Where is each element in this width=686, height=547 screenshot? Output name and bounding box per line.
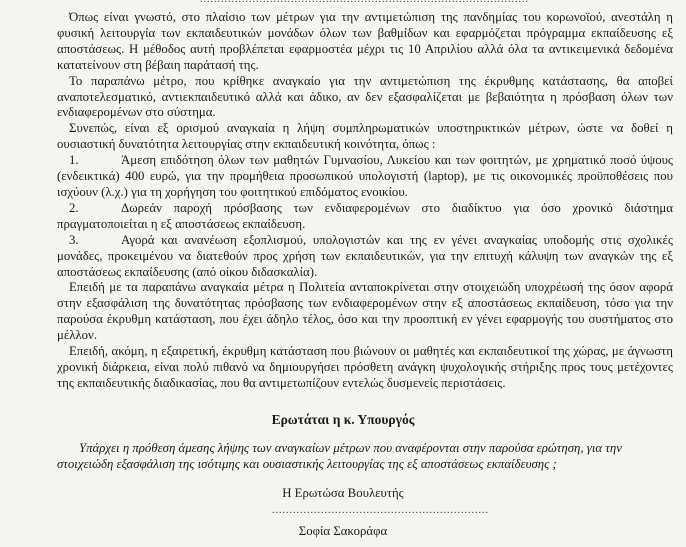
paragraph-because-2: Επειδή, ακόμη, η εξαιρετική, έκρυθμη κατάσταση που βιώνουν οι μαθητές και εκπαιδευτικοί της χώρας, με άγνωστη χρονική διάρκεια, είναι πολύ πιθανό να δημιουργήσει πρόσθετη ανάγκη ψυχολογικής στήριξης προς τους μετέχοντες της εκπαιδευτικής διαδικασίας, που θα αντιμετωπίζουν εντελώς δυσμενείς περιστάσεις. [57, 344, 673, 390]
list-item-2 [57, 201, 673, 233]
document-body [57, 10, 673, 392]
list-item-number: 3. [69, 232, 79, 247]
list-item-text: Δωρεάν παροχή πρόσβασης των ενδιαφερομένων στο διαδίκτυο για όσο χρονικό διάστημα πραγματοποιείται η εξ αποστάσεως εκπαίδευση. [57, 200, 673, 231]
question-text: Υπάρχει η πρόθεση άμεσης λήψης των αναγκαίων μέτρων που αναφέρονται στην παρούσα ερώτηση, για την στοιχειώδη εξασφάλιση της ισότιμης και ουσιαστικής λειτουργίας της εξ αποστάσεως εκπαίδευσης ; [57, 441, 622, 471]
paragraph-intro: Όπως είναι γνωστό, στο πλαίσιο των μέτρων για την αντιμετώπιση της πανδημίας του κορωνοϊού, ανεστάλη η φυσική λειτουργία των εκπαιδευτικών μονάδων όλων των βαθμίδων και εφαρμόζεται πρόγραμμα εκπαίδευσης εξ αποστάσεως. Η μέθοδος αυτή προβλέπεται εφαρμοστέα μέχρι τις 10 Απριλίου αλλά όλα τα αντικειμενικά δεδομένα κατατείνουν στη βέβαιη παράτασή της. [57, 10, 673, 72]
list-item-text: Αγορά και ανανέωση εξοπλισμού, υπολογιστών και της εν γένει αναγκαίας υποδομής στις σχολικές μονάδες, προκειμένου να διατεθούν προς χρήση των εκπαιδευτικών, για την επιτυχή κάλυψη των αναγκών της εξ αποστάσεως εκπαίδευσης (από οίκου διδασκαλία). [57, 232, 673, 279]
list-item-3 [57, 233, 673, 281]
question-heading: Ερωτάται η κ. Υπουργός [271, 412, 415, 427]
signer-name: Σοφία Σακοράφα [298, 524, 388, 538]
top-dotted-line [200, 0, 500, 6]
paragraph-consequently: Συνεπώς, είναι εξ ορισμού αναγκαία η λήψη συμπληρωματικών υποστηρικτικών μέτρων, ώστε να δοθεί η ουσιαστική δυνατότητα λειτουργίας στην εκπαιδευτική κοινότητα, όπως : [57, 121, 673, 152]
list-item-1 [57, 153, 673, 201]
paragraph-because-1: Επειδή με τα παραπάνω αναγκαία μέτρα η Πολιτεία ανταποκρίνεται στην στοιχειώδη υποχρέωσή της όσον αφορά στην εξασφάλιση της δυνατότητας πρόσβασης των ενδιαφερομένων στην εξ αποστάσεως εκπαίδευση, τόσο για την παρούσα έκρυθμη κατάσταση, που έχει άδηλο τέλος, όσο και την προοπτική εν γένει εφαρμογής του συστήματος στο μέλλον. [57, 280, 673, 343]
signature-dotted-line: .............................................................. [272, 505, 489, 516]
list-item-number: 1. [69, 153, 79, 168]
signer-title: Η Ερωτώσα Βουλευτής [282, 486, 404, 500]
question-block [57, 440, 673, 472]
paragraph-measure: Το παραπάνω μέτρο, που κρίθηκε αναγκαίο για την αντιμετώπιση της έκρυθμης κατάστασης, θα αποβεί αναποτελεσματικό, αντιεκπαιδευτικό αλλά και άδικο, αν δεν εξασφαλίζεται με βεβαιότητα η πρόσβαση όλων των ενδιαφερομένων στο σύστημα. [57, 73, 673, 120]
list-item-number: 2. [69, 200, 79, 215]
list-item-text: Άμεση επιδότηση όλων των μαθητών Γυμνασίου, Λυκείου και των φοιτητών, με χρηματικό ποσό ύψους (ενδεικτικά) 400 ευρώ, για την προμήθεια προσωπικού υπολογιστή (laptop), με τις οικονομικές προϋποθέσεις που ισχύουν (λ.χ.) για τη χορήγηση του φοιτητικού επιδόματος ενοικίου. [57, 153, 673, 199]
